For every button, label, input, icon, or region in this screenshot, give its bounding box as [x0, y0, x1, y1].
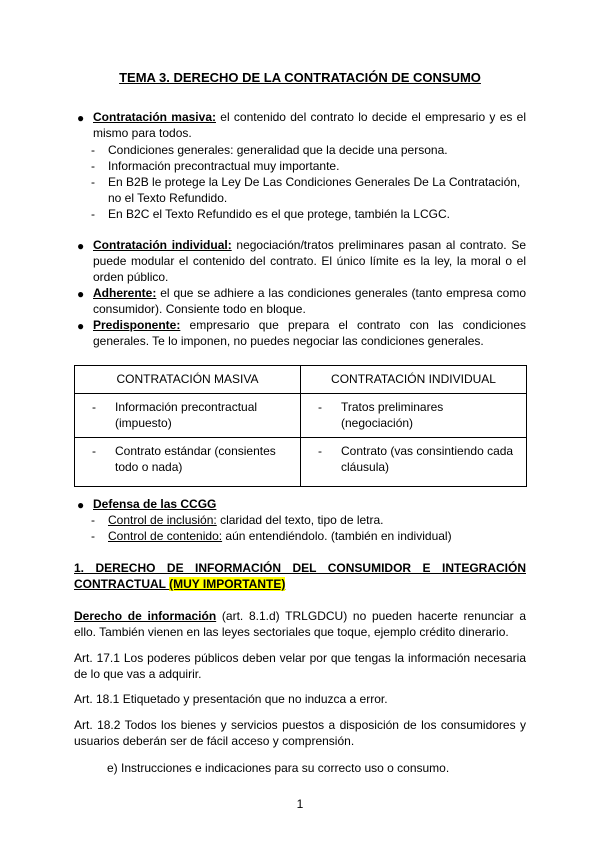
bullet-text: el que se adhiere a las condiciones generales (tanto empresa como consumidor). Consiente todo en bloque. [93, 286, 526, 316]
table-header-cell: CONTRATACIÓN INDIVIDUAL [301, 366, 527, 394]
dash-marker: - [91, 529, 95, 543]
term-derecho-informacion: Derecho de información [74, 609, 217, 623]
table-cell-text: Contrato (vas consintiendo cada cláusula) [341, 444, 514, 474]
sub-item: Condiciones generales: generalidad que la decide una persona. [108, 143, 448, 157]
bullet-text: empresario que prepara el contrato con las condiciones generales. Te lo imponen, no puedes negociar las condiciones generales. [93, 318, 526, 348]
paragraph-item-e: e) Instrucciones e indicaciones para su correcto uso o consumo. [107, 761, 450, 775]
term-adherente: Adherente: [93, 286, 157, 300]
bullet-dot: ● [77, 111, 85, 125]
table-cell: - Información precontractual (impuesto) [75, 394, 301, 438]
term-contratacion-masiva: Contratación masiva: [93, 110, 216, 124]
bullet-predisponente [93, 317, 526, 349]
bullet-contratacion-individual [93, 237, 526, 285]
page-number: 1 [296, 797, 304, 811]
dash-marker: - [91, 513, 95, 527]
highlight-muy-importante: (MUY IMPORTANTE) [169, 577, 286, 591]
bullet-contratacion-masiva [93, 109, 526, 141]
dash-marker: - [91, 207, 95, 221]
paragraph-art-18-2: Art. 18.2 Todos los bienes y servicios puestos a disposición de los consumidores y usuarios deberán ser de fácil acceso y comprensión. [74, 718, 526, 748]
paragraph-text: (art. 8.1.d) TRLGDCU) no pueden hacerte renunciar a ello. También vienen en las leyes sectoriales que toque, ejemplo crédito dinerario. [74, 609, 526, 639]
bullet-dot: ● [77, 319, 85, 333]
term-control-contenido: Control de contenido: [108, 529, 223, 543]
table-row [75, 394, 527, 438]
term-control-inclusion: Control de inclusión: [108, 513, 217, 527]
term-contratacion-individual: Contratación individual: [93, 238, 232, 252]
section-heading [74, 560, 526, 592]
paragraph-derecho-informacion [74, 608, 526, 640]
table-row [75, 438, 527, 487]
page-title: TEMA 3. DERECHO DE LA CONTRATACIÓN DE CONSUMO [119, 70, 481, 85]
paragraph-art-18-1: Art. 18.1 Etiquetado y presentación que no induzca a error. [74, 692, 388, 706]
bullet-dot: ● [77, 239, 85, 253]
sub-item-control-inclusion [108, 512, 526, 528]
bullet-text: negociación/tratos preliminares pasan al contrato. Se puede modular el contenido del contrato. El único límite es la ley, la moral o el orden público. [93, 238, 526, 284]
bullet-dot: ● [77, 498, 85, 512]
table-cell: - Contrato estándar (consientes todo o nada) [75, 438, 301, 487]
bullet-dot: ● [77, 287, 85, 301]
sub-item: En B2C el Texto Refundido es el que protege, también la LCGC. [108, 207, 450, 221]
bullet-adherente [93, 285, 526, 317]
table-cell: - Contrato (vas consintiendo cada cláusula) [301, 438, 527, 487]
sub-item-text: claridad del texto, tipo de letra. [216, 513, 384, 527]
paragraph-art-17-1: Art. 17.1 Los poderes públicos deben velar por que tengas la información necesaria de lo que vas a adquirir. [74, 651, 526, 681]
comparison-table [74, 365, 527, 487]
table-cell-text: Información precontractual (impuesto) [115, 400, 258, 430]
sub-item-control-contenido [108, 528, 526, 544]
sub-item-text: aún entendiéndolo. (también en individual) [222, 529, 452, 543]
table-cell-text: Tratos preliminares (negociación) [341, 400, 444, 430]
bullet-text: el contenido del contrato lo decide el empresario y es el mismo para todos. [93, 110, 526, 140]
table-header-cell: CONTRATACIÓN MASIVA [75, 366, 301, 394]
term-predisponente: Predisponente: [93, 318, 181, 332]
table-cell-text: Contrato estándar (consientes todo o nada) [115, 444, 276, 474]
dash-marker: - [91, 159, 95, 173]
table-cell: - Tratos preliminares (negociación) [301, 394, 527, 438]
sub-item: En B2B le protege la Ley De Las Condiciones Generales De La Contratación, no el Texto Refundido. [108, 175, 521, 205]
table-header-row [75, 366, 527, 394]
defensa-heading: Defensa de las CCGG [93, 497, 217, 511]
dash-marker: - [91, 143, 95, 157]
sub-item: Información precontractual muy importante. [108, 159, 340, 173]
dash-marker: - [91, 175, 95, 189]
section-heading-text: 1. DERECHO DE INFORMACIÓN DEL CONSUMIDOR E INTEGRACIÓN CONTRACTUAL [74, 561, 526, 591]
